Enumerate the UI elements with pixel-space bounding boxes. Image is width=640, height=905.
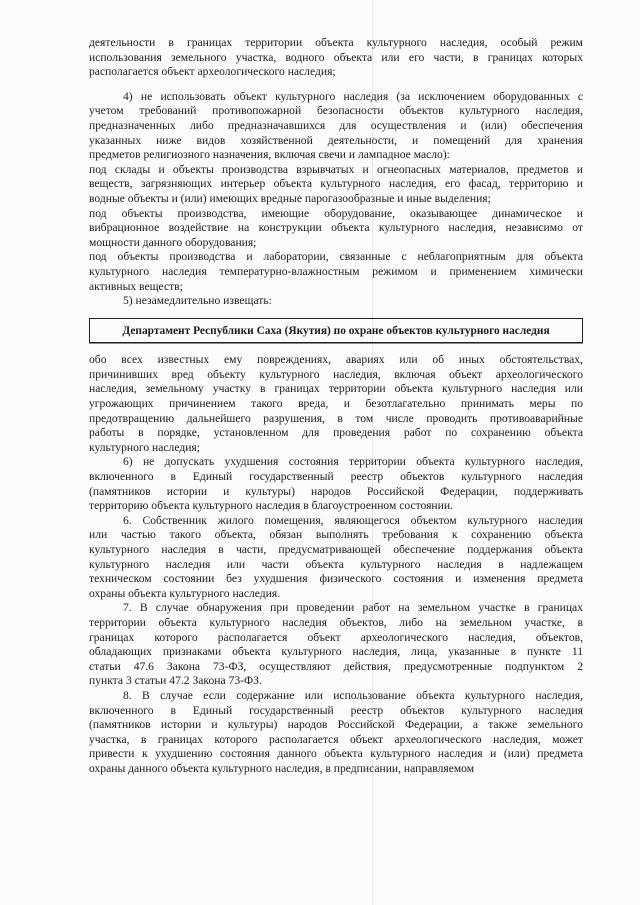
- paragraph-section-7: [89, 601, 583, 689]
- text-line: культурного наследия в части, предусматривающей обеспечение поддержания объекта: [89, 543, 583, 556]
- text-line: обо всех известных ему повреждениях, авариях или об иных обстоятельствах,: [89, 353, 583, 367]
- text-line: 6. Собственник жилого помещения, являющегося объектом культурного наследия: [123, 513, 583, 527]
- document-body: [89, 36, 583, 777]
- text-line: располагается объект археологического наследия;: [89, 65, 336, 79]
- text-line: активных веществ;: [89, 279, 183, 293]
- paragraph-section-8: [89, 689, 583, 777]
- text-line: обладающих признаками объекта культурного наследия, лица, указанные в пункте 11: [89, 645, 583, 659]
- text-line: включенного в Единый государственный реестр объектов культурного наследия: [89, 703, 583, 717]
- text-line: наследия, земельному участку в границах территории объекта культурного наследия или: [89, 382, 583, 396]
- text-line: границах которого располагается объект археологического наследия, объектов,: [89, 630, 583, 644]
- text-line: охраны объекта культурного наследия.: [89, 586, 281, 600]
- paragraph-continuation: [89, 36, 583, 80]
- text-line: водные объекты и (или) имеющих вредные парогазообразные и иные выделения;: [89, 191, 491, 205]
- text-line: культурного наследия;: [89, 440, 200, 454]
- text-line: мощности данного оборудования;: [89, 235, 257, 249]
- text-line: веществ, загрязняющих интерьер объекта культурного наследия, его фасад, территорию и: [89, 177, 583, 191]
- text-line: территорию объекта культурного наследия в благоустроенном состоянии.: [89, 499, 453, 513]
- text-line: под объекты производства, имеющие оборудование, оказывающее динамическое и: [89, 206, 583, 220]
- text-line: 7. В случае обнаружения при проведении работ на земельном участке в границах: [123, 601, 583, 615]
- text-line: или частью такого объекта, обязан выполнять требования к сохранению объекта: [89, 528, 583, 542]
- text-line: (памятников истории и культуры) народов Российской Федерации, а также земельного: [89, 718, 583, 732]
- text-line: под склады и объекты производства взрывчатых и огнеопасных материалов, предметов и: [89, 162, 583, 176]
- text-line: пункта 3 статьи 47.2 Закона 73-ФЗ.: [89, 674, 262, 688]
- text-line: 4) не использовать объект культурного наследия (за исключением оборудованных с: [123, 89, 583, 103]
- text-line: территории объекта культурного наследия объектов, либо на земельном участке, в: [89, 615, 583, 629]
- paragraph-restrictions: [89, 163, 583, 294]
- text-line: работы в порядке, установленном для проведения работ по сохранению объекта: [89, 426, 583, 440]
- text-line: охраны данного объекта культурного наследия, в предписании, направляемом: [89, 761, 475, 775]
- text-line: статьи 47.6 Закона 73-ФЗ, осуществляют действия, предусмотренные подпунктом 2: [89, 659, 583, 673]
- text-line: деятельности в границах территории объекта культурного наследия, особый режим: [89, 36, 583, 49]
- paragraph-section-6: [89, 514, 583, 602]
- text-line: указанных ниже видов хозяйственной деятельности, и помещений для хранения: [89, 133, 583, 147]
- paragraph-item-5: [89, 294, 583, 309]
- text-line: предотвращению дальнейшего разрушения, в том числе проводить противоаварийные: [89, 411, 583, 425]
- text-line: причинивших вред объекту культурного наследия, включая объект археологического: [89, 367, 583, 381]
- text-line: техническом состоянии без ухудшения физического состояния и изменения предмета: [89, 572, 583, 586]
- paragraph-item-4: [89, 90, 583, 163]
- text-line: предметов религиозного назначения, включая свечи и лампадное масло):: [89, 148, 450, 162]
- paragraph-notify: [89, 353, 583, 455]
- text-line: участка, в границах которого располагается объект археологического наследия, может: [89, 732, 583, 746]
- text-line: 6) не допускать ухудшения состояния территории объекта культурного наследия,: [123, 455, 583, 469]
- text-line: культурного наследия температурно-влажностным режимом и применением химически: [89, 264, 583, 278]
- text-line: учетом требований противопожарной безопасности объектов культурного наследия,: [89, 104, 583, 118]
- text-line: включенного в Единый государственный реестр объектов культурного наследия: [89, 470, 583, 484]
- text-line: (памятников истории и культуры) народов Российской Федерации, поддерживать: [89, 484, 583, 498]
- text-line: предназначенных либо предназначавшихся для осуществления и (или) обеспечения: [89, 118, 583, 132]
- text-line: культурного наследия или части объекта культурного наследия в надлежащем: [89, 557, 583, 571]
- text-line: под объекты производства и лаборатории, связанные с неблагоприятным для объекта: [89, 250, 583, 264]
- text-line: 8. В случае если содержание или использование объекта культурного наследия,: [123, 688, 583, 702]
- text-line: угрожающих причинением такого вреда, и безотлагательно принимать меры по: [89, 397, 583, 411]
- text-line: вибрационное воздействие на конструкции объекта культурного наследия, независимо от: [89, 221, 583, 235]
- text-line: привести к ухудшению состояния данного объекта культурного наследия и (или) предмета: [89, 747, 583, 761]
- text-line: использования земельного участка, водного объекта или его части, в границах которых: [89, 50, 583, 64]
- paragraph-item-6: [89, 455, 583, 513]
- department-box: Департамент Республики Саха (Якутия) по охране объектов культурного наследия: [89, 318, 583, 344]
- text-line: 5) незамедлительно извещать:: [123, 294, 272, 308]
